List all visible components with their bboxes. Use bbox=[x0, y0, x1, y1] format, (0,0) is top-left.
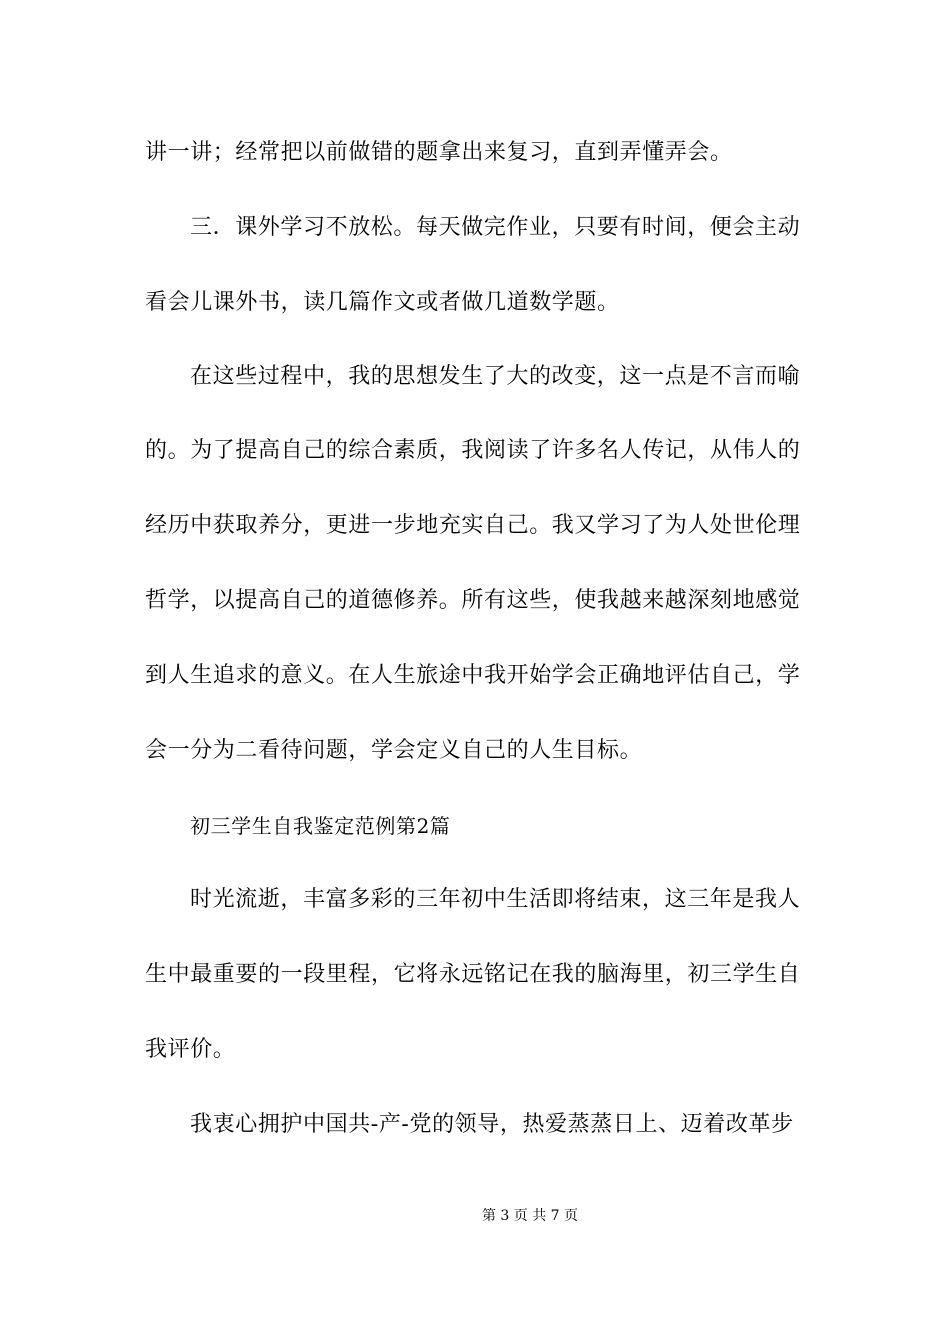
text-line-6: 经历中获取养分，更进一步地充实自己。我又学习了为人处世伦理 bbox=[145, 513, 801, 538]
text-line-5: 的。为了提高自己的综合素质，我阅读了许多名人传记，从伟人的 bbox=[145, 438, 801, 463]
text-line-14: 我衷心拥护中国共-产-党的领导，热爱蒸蒸日上、迈着改革步 bbox=[190, 1112, 794, 1137]
text-line-13: 我评价。 bbox=[145, 1037, 236, 1062]
section-heading: 初三学生自我鉴定范例第2篇 bbox=[190, 814, 451, 838]
text-line-8: 到人生追求的意义。在人生旅途中我开始学会正确地评估自己，学 bbox=[145, 663, 801, 688]
text-line-9: 会一分为二看待问题，学会定义自己的人生目标。 bbox=[145, 738, 643, 763]
text-line-7: 哲学，以提高自己的道德修养。所有这些，使我越来越深刻地感觉 bbox=[145, 588, 801, 613]
text-line-3: 看会儿课外书，读几篇作文或者做几道数学题。 bbox=[145, 290, 620, 315]
text-line-1: 讲一讲；经常把以前做错的题拿出来复习，直到弄懂弄会。 bbox=[145, 140, 733, 165]
text-line-11: 时光流逝，丰富多彩的三年初中生活即将结束，这三年是我人 bbox=[190, 887, 801, 912]
text-line-4: 在这些过程中，我的思想发生了大的改变，这一点是不言而喻 bbox=[190, 364, 801, 389]
page-footer: 第 3 页 共 7 页 bbox=[481, 1208, 579, 1224]
text-line-2: 三．课外学习不放松。每天做完作业，只要有时间，便会主动 bbox=[190, 215, 801, 240]
text-line-12: 生中最重要的一段里程，它将永远铭记在我的脑海里，初三学生自 bbox=[145, 962, 801, 987]
